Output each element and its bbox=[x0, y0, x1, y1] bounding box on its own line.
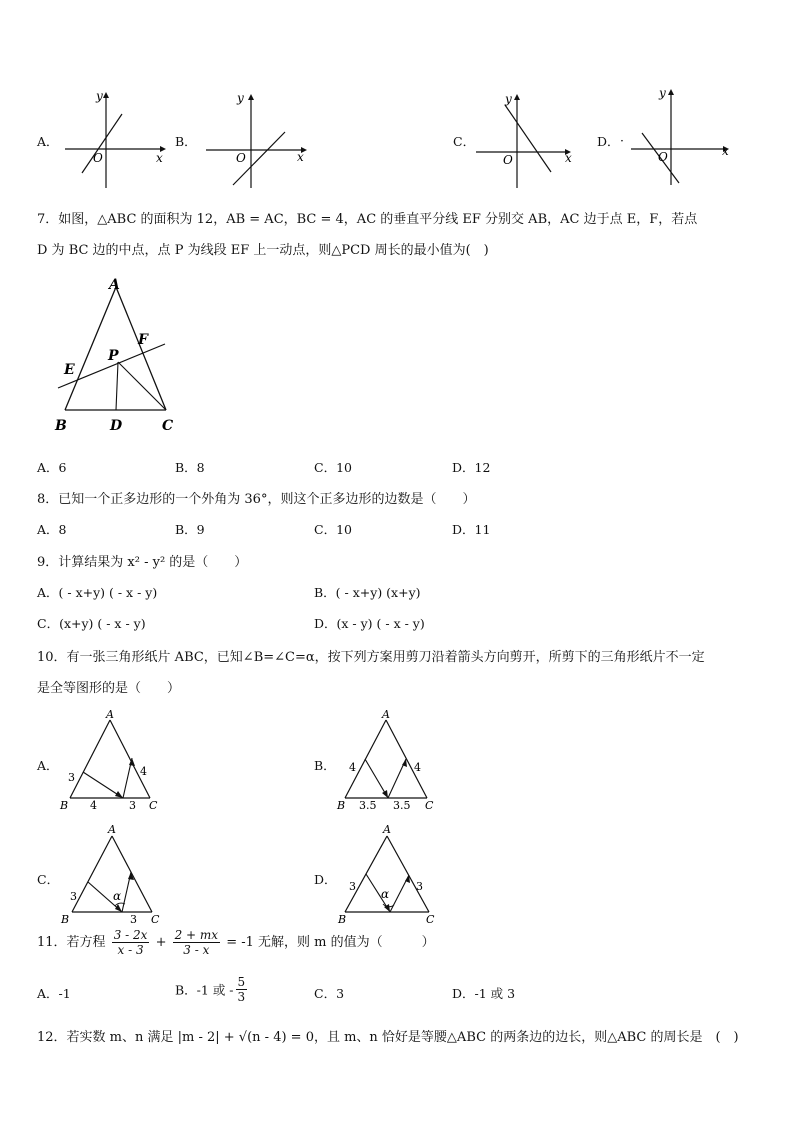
svg-text:3: 3 bbox=[130, 913, 137, 926]
svg-text:C: C bbox=[149, 799, 158, 812]
origin-label: O bbox=[503, 153, 513, 167]
label-e: E bbox=[64, 362, 75, 378]
origin-label: O bbox=[658, 150, 668, 164]
q11-option-c[interactable]: C．3 bbox=[314, 986, 345, 1001]
svg-text:C: C bbox=[151, 913, 160, 926]
y-axis-label: y bbox=[659, 86, 666, 100]
q6-option-b-label: B． bbox=[175, 134, 197, 149]
label-d: D bbox=[110, 418, 123, 434]
q11-fraction-2: $\frac{2 + mx}{3 - x}$ bbox=[174, 928, 219, 957]
q10-figure-b bbox=[335, 708, 445, 816]
label-c: C bbox=[162, 418, 174, 434]
y-axis-label: y bbox=[505, 92, 512, 106]
segment-pc bbox=[118, 362, 166, 410]
origin-label: O bbox=[236, 151, 246, 165]
q6-graph-a bbox=[60, 88, 170, 193]
svg-text:C: C bbox=[425, 799, 434, 812]
q10-figure-a bbox=[60, 708, 170, 816]
svg-text:B: B bbox=[338, 913, 347, 926]
svg-text:4: 4 bbox=[140, 765, 147, 778]
x-axis-label: x bbox=[722, 144, 729, 158]
y-axis-label: y bbox=[237, 91, 244, 105]
q7-option-a[interactable]: A．6 bbox=[37, 460, 67, 475]
y-arrow bbox=[668, 89, 674, 95]
q6-graph-c bbox=[473, 90, 583, 190]
q6-option-d-label: D． bbox=[597, 134, 620, 149]
q8-option-d[interactable]: D．11 bbox=[452, 522, 491, 537]
q9-text: 9．计算结果为 x² - y² 的是（ ） bbox=[37, 555, 248, 570]
svg-text:B: B bbox=[61, 913, 70, 926]
y-arrow bbox=[514, 94, 520, 100]
q7-option-d[interactable]: D．12 bbox=[452, 460, 491, 475]
label-b: B bbox=[55, 418, 67, 434]
segment-pd bbox=[116, 362, 118, 410]
q7-line-1: 7．如图，△ABC 的面积为 12，AB = AC，BC = 4，AC 的垂直平分线 EF 分别交 AB，AC 边于点 E，F，若点 bbox=[37, 212, 698, 227]
svg-text:B: B bbox=[337, 799, 346, 812]
svg-text:3: 3 bbox=[416, 880, 423, 893]
q8-option-c[interactable]: C．10 bbox=[314, 522, 352, 537]
q6-option-a-label: A． bbox=[37, 134, 59, 149]
q9-option-b[interactable]: B．( - x+y) (x+y) bbox=[314, 585, 421, 600]
q11-option-d[interactable]: D．-1 或 3 bbox=[452, 986, 516, 1001]
q11-suffix: = -1 无解，则 m 的值为（ ） bbox=[226, 935, 435, 950]
q10-figure-d bbox=[335, 822, 445, 930]
svg-text:4: 4 bbox=[90, 799, 97, 812]
q10-option-a-label[interactable]: A． bbox=[37, 758, 59, 773]
q11-equation-line bbox=[37, 928, 435, 957]
svg-text:A: A bbox=[383, 823, 391, 836]
x-axis-label: x bbox=[565, 151, 572, 165]
q6-option-c-label: C． bbox=[453, 134, 476, 149]
svg-text:4: 4 bbox=[349, 761, 356, 774]
q6-graph-d bbox=[628, 85, 738, 187]
q7-option-c[interactable]: C．10 bbox=[314, 460, 352, 475]
q8-text: 8．已知一个正多边形的一个外角为 36°，则这个正多边形的边数是（ ） bbox=[37, 492, 476, 507]
q7-line-2: D 为 BC 边的中点，点 P 为线段 EF 上一动点，则△PCD 周长的最小值为( ) bbox=[37, 243, 489, 258]
origin-label: O bbox=[93, 151, 103, 165]
q10-line-2: 是全等图形的是（ ） bbox=[37, 681, 181, 696]
q10-option-b-label[interactable]: B． bbox=[314, 758, 336, 773]
svg-text:3: 3 bbox=[70, 890, 77, 903]
svg-text:3: 3 bbox=[68, 771, 75, 784]
x-axis-label: x bbox=[297, 150, 304, 164]
q11-option-b[interactable]: B．-1 或 - $\frac{5}{3}$ bbox=[175, 975, 246, 1004]
q6-stray-dot: · bbox=[620, 133, 624, 148]
x-axis-label: x bbox=[156, 151, 163, 165]
q8-option-a[interactable]: A．8 bbox=[37, 522, 67, 537]
q12-text: 12．若实数 m、n 满足 |m - 2| + √(n - 4) = 0，且 m、n 恰好是等腰△ABC 的两条边的边长，则△ABC 的周长是 ( ) bbox=[37, 1030, 739, 1045]
q11-fraction-1: $\frac{3 - 2x}{x - 3}$ bbox=[113, 928, 148, 957]
q10-figure-c bbox=[60, 822, 170, 930]
y-arrow bbox=[248, 94, 254, 100]
q9-option-d[interactable]: D．(x - y) ( - x - y) bbox=[314, 616, 425, 631]
label-a: A bbox=[109, 277, 120, 293]
svg-text:3.5: 3.5 bbox=[393, 799, 411, 812]
q11-option-a[interactable]: A．-1 bbox=[37, 986, 71, 1001]
q9-option-c[interactable]: C．(x+y) ( - x - y) bbox=[37, 616, 146, 631]
svg-text:A: A bbox=[108, 823, 116, 836]
svg-text:C: C bbox=[426, 913, 435, 926]
q10-option-d-label[interactable]: D． bbox=[314, 872, 337, 887]
q7-triangle-figure bbox=[50, 272, 190, 437]
label-p: P bbox=[108, 348, 119, 364]
q10-option-c-label[interactable]: C． bbox=[37, 872, 60, 887]
svg-text:A: A bbox=[106, 708, 114, 721]
q11-option-b-fraction: $\frac{5}{3}$ bbox=[237, 975, 246, 1004]
q6-graph-b bbox=[203, 90, 313, 190]
svg-text:4: 4 bbox=[414, 761, 421, 774]
q11-prefix: 11．若方程 bbox=[37, 935, 106, 950]
y-axis-label: y bbox=[96, 89, 103, 103]
q9-option-a[interactable]: A．( - x+y) ( - x - y) bbox=[37, 585, 158, 600]
svg-text:α: α bbox=[113, 889, 122, 903]
svg-text:3.5: 3.5 bbox=[359, 799, 377, 812]
svg-text:B: B bbox=[60, 799, 69, 812]
q11-plus: + bbox=[155, 935, 167, 950]
svg-text:A: A bbox=[382, 708, 390, 721]
q7-option-b[interactable]: B．8 bbox=[175, 460, 205, 475]
label-f: F bbox=[138, 332, 148, 348]
y-arrow bbox=[103, 92, 109, 98]
q8-option-b[interactable]: B．9 bbox=[175, 522, 205, 537]
q10-line-1: 10．有一张三角形纸片 ABC，已知∠B=∠C=α，按下列方案用剪刀沿着箭头方向剪开，所剪下的三角形纸片不一定 bbox=[37, 650, 705, 665]
svg-text:3: 3 bbox=[129, 799, 136, 812]
svg-text:α: α bbox=[381, 887, 390, 901]
svg-text:3: 3 bbox=[349, 880, 356, 893]
